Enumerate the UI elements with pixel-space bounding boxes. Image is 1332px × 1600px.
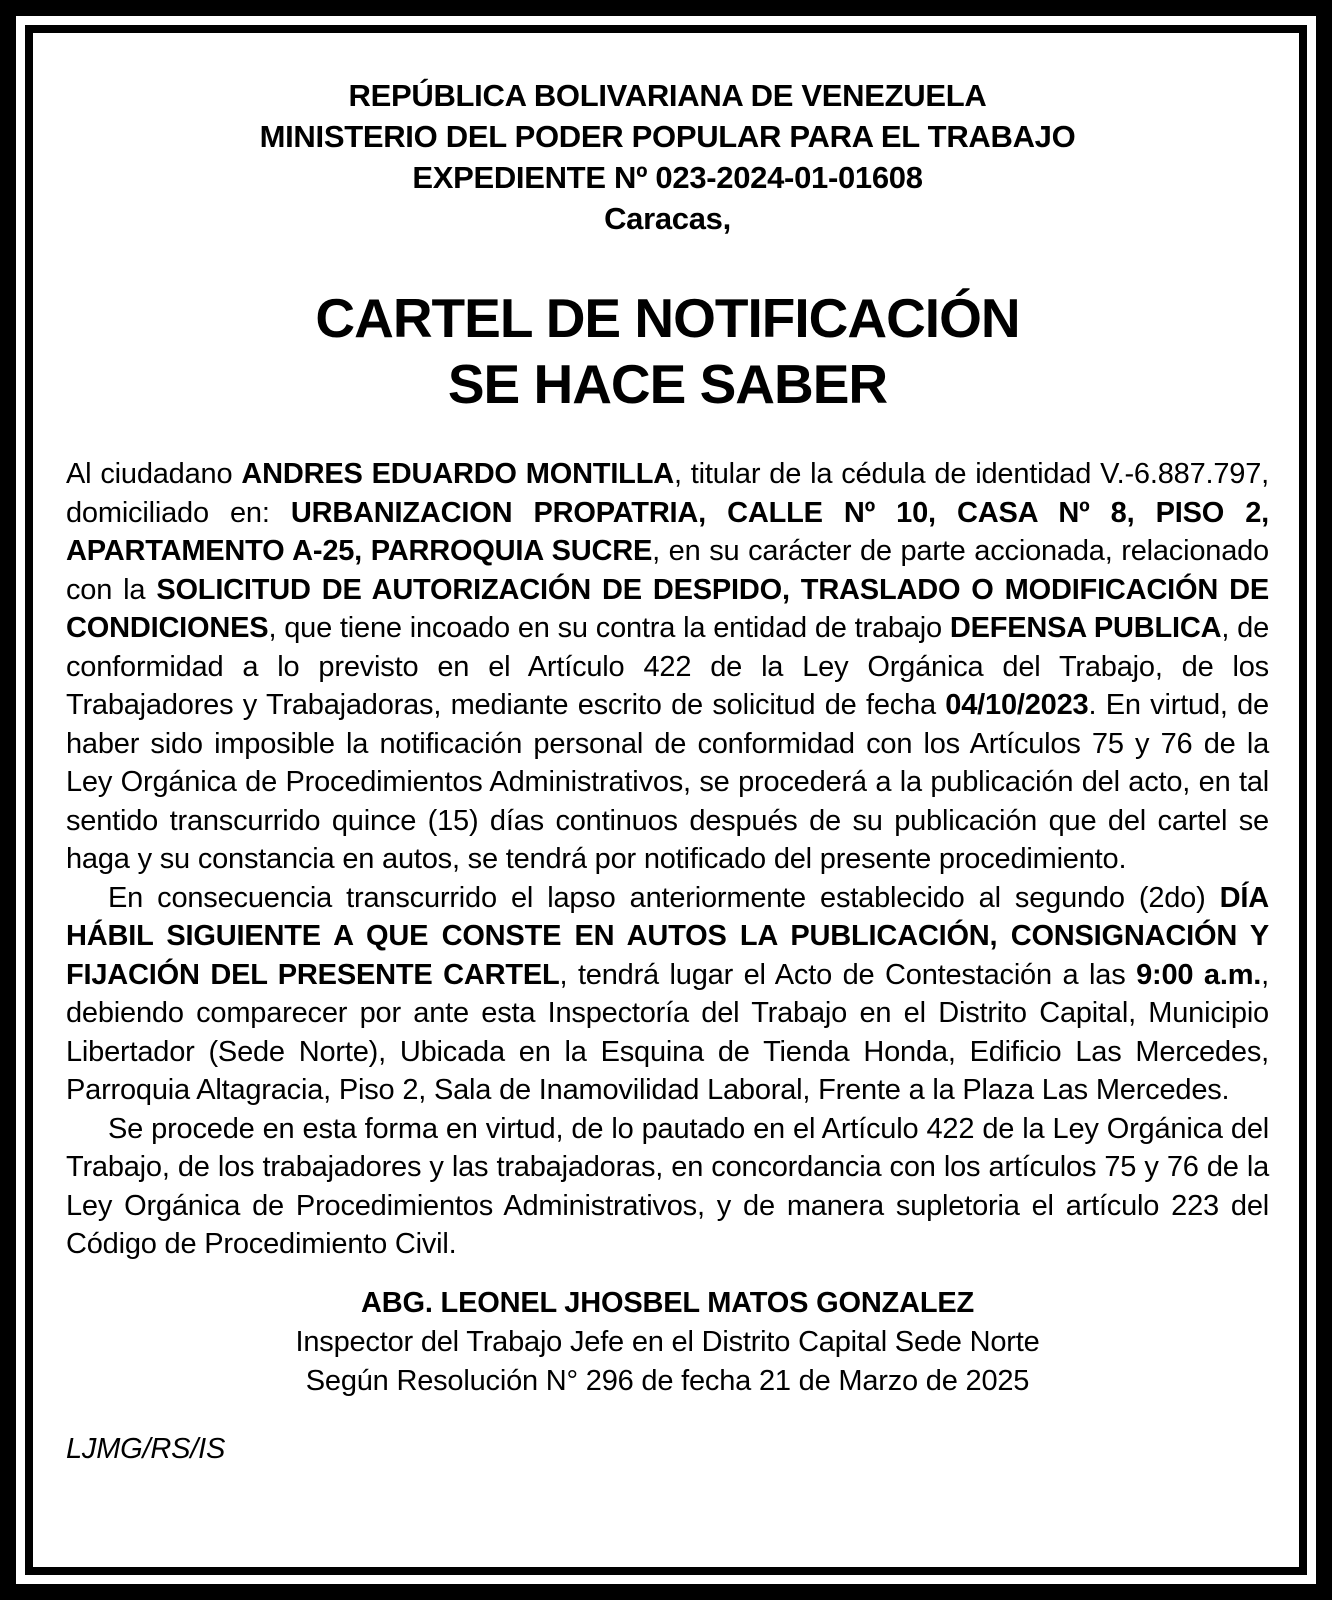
inspector-role: Inspector del Trabajo Jefe en el Distrito Capital Sede Norte: [295, 1325, 1040, 1358]
notice-title: [66, 285, 1269, 417]
header-expediente-number: EXPEDIENTE Nº 023-2024-01-01608: [412, 160, 923, 195]
signature-block: [66, 1284, 1269, 1401]
inspector-name: ABG. LEONEL JHOSBEL MATOS GONZALEZ: [361, 1286, 974, 1319]
body-paragraph-2: En consecuencia transcurrido el lapso anteriormente establecido al segundo (2do) DÍA HÁBIL SIGUIENTE A QUE CONSTE EN AUTOS LA PUBLICACIÓN, CONSIGNACIÓN Y FIJACIÓN DEL PRESENTE CARTEL, tendrá lugar el Acto de Contestación a las 9:00 a.m., debiendo comparecer por ante esta Inspectoría del Trabajo en el Distrito Capital, Municipio Libertador (Sede Norte), Ubicada en la Esquina de Tienda Honda, Edificio Las Mercedes, Parroquia Altagracia, Piso 2, Sala de Inamovilidad Laboral, Frente a la Plaza Las Mercedes.: [66, 881, 1269, 1106]
body-paragraph-3: Se procede en esta forma en virtud, de lo pautado en el Artículo 422 de la Ley Orgánica del Trabajo, de los trabajadores y las trabajadoras, en concordancia con los artículos 75 y 76 de la Ley Orgánica de Procedimientos Administrativos, y de manera supletoria el artículo 223 del Código de Procedimiento Civil.: [66, 1112, 1269, 1260]
notice-body: [66, 455, 1269, 1264]
document-header: [66, 75, 1269, 239]
header-republic-line: REPÚBLICA BOLIVARIANA DE VENEZUELA: [348, 78, 987, 113]
notice-title-line1: CARTEL DE NOTIFICACIÓN: [315, 287, 1020, 349]
header-city-line: Caracas,: [604, 201, 731, 236]
resolution-line: Según Resolución N° 296 de fecha 21 de Marzo de 2025: [305, 1364, 1030, 1397]
footer-initials: LJMG/RS/IS: [66, 1432, 226, 1465]
header-ministry-line: MINISTERIO DEL PODER POPULAR PARA EL TRABAJO: [259, 119, 1076, 154]
notice-title-line2: SE HACE SABER: [447, 353, 888, 415]
body-paragraph-1: Al ciudadano ANDRES EDUARDO MONTILLA, titular de la cédula de identidad V.-6.887.797, domiciliado en: URBANIZACION PROPATRIA, CALLE Nº 10, CASA Nº 8, PISO 2, APARTAMENTO A-25, PARROQUIA SUCRE, en su carácter de parte accionada, relacionado con la SOLICITUD DE AUTORIZACIÓN DE DESPIDO, TRASLADO O MODIFICACIÓN DE CONDICIONES, que tiene incoado en su contra la entidad de trabajo DEFENSA PUBLICA, de conformidad a lo previsto en el Artículo 422 de la Ley Orgánica del Trabajo, de los Trabajadores y Trabajadoras, mediante escrito de solicitud de fecha 04/10/2023. En virtud, de haber sido imposible la notificación personal de conformidad con los Artículos 75 y 76 de la Ley Orgánica de Procedimientos Administrativos, se procederá a la publicación del acto, en tal sentido transcurrido quince (15) días continuos después de su publicación que del cartel se haga y su constancia en autos, se tendrá por notificado del presente procedimiento.: [66, 458, 1269, 875]
notice-inner-frame: [25, 25, 1307, 1575]
